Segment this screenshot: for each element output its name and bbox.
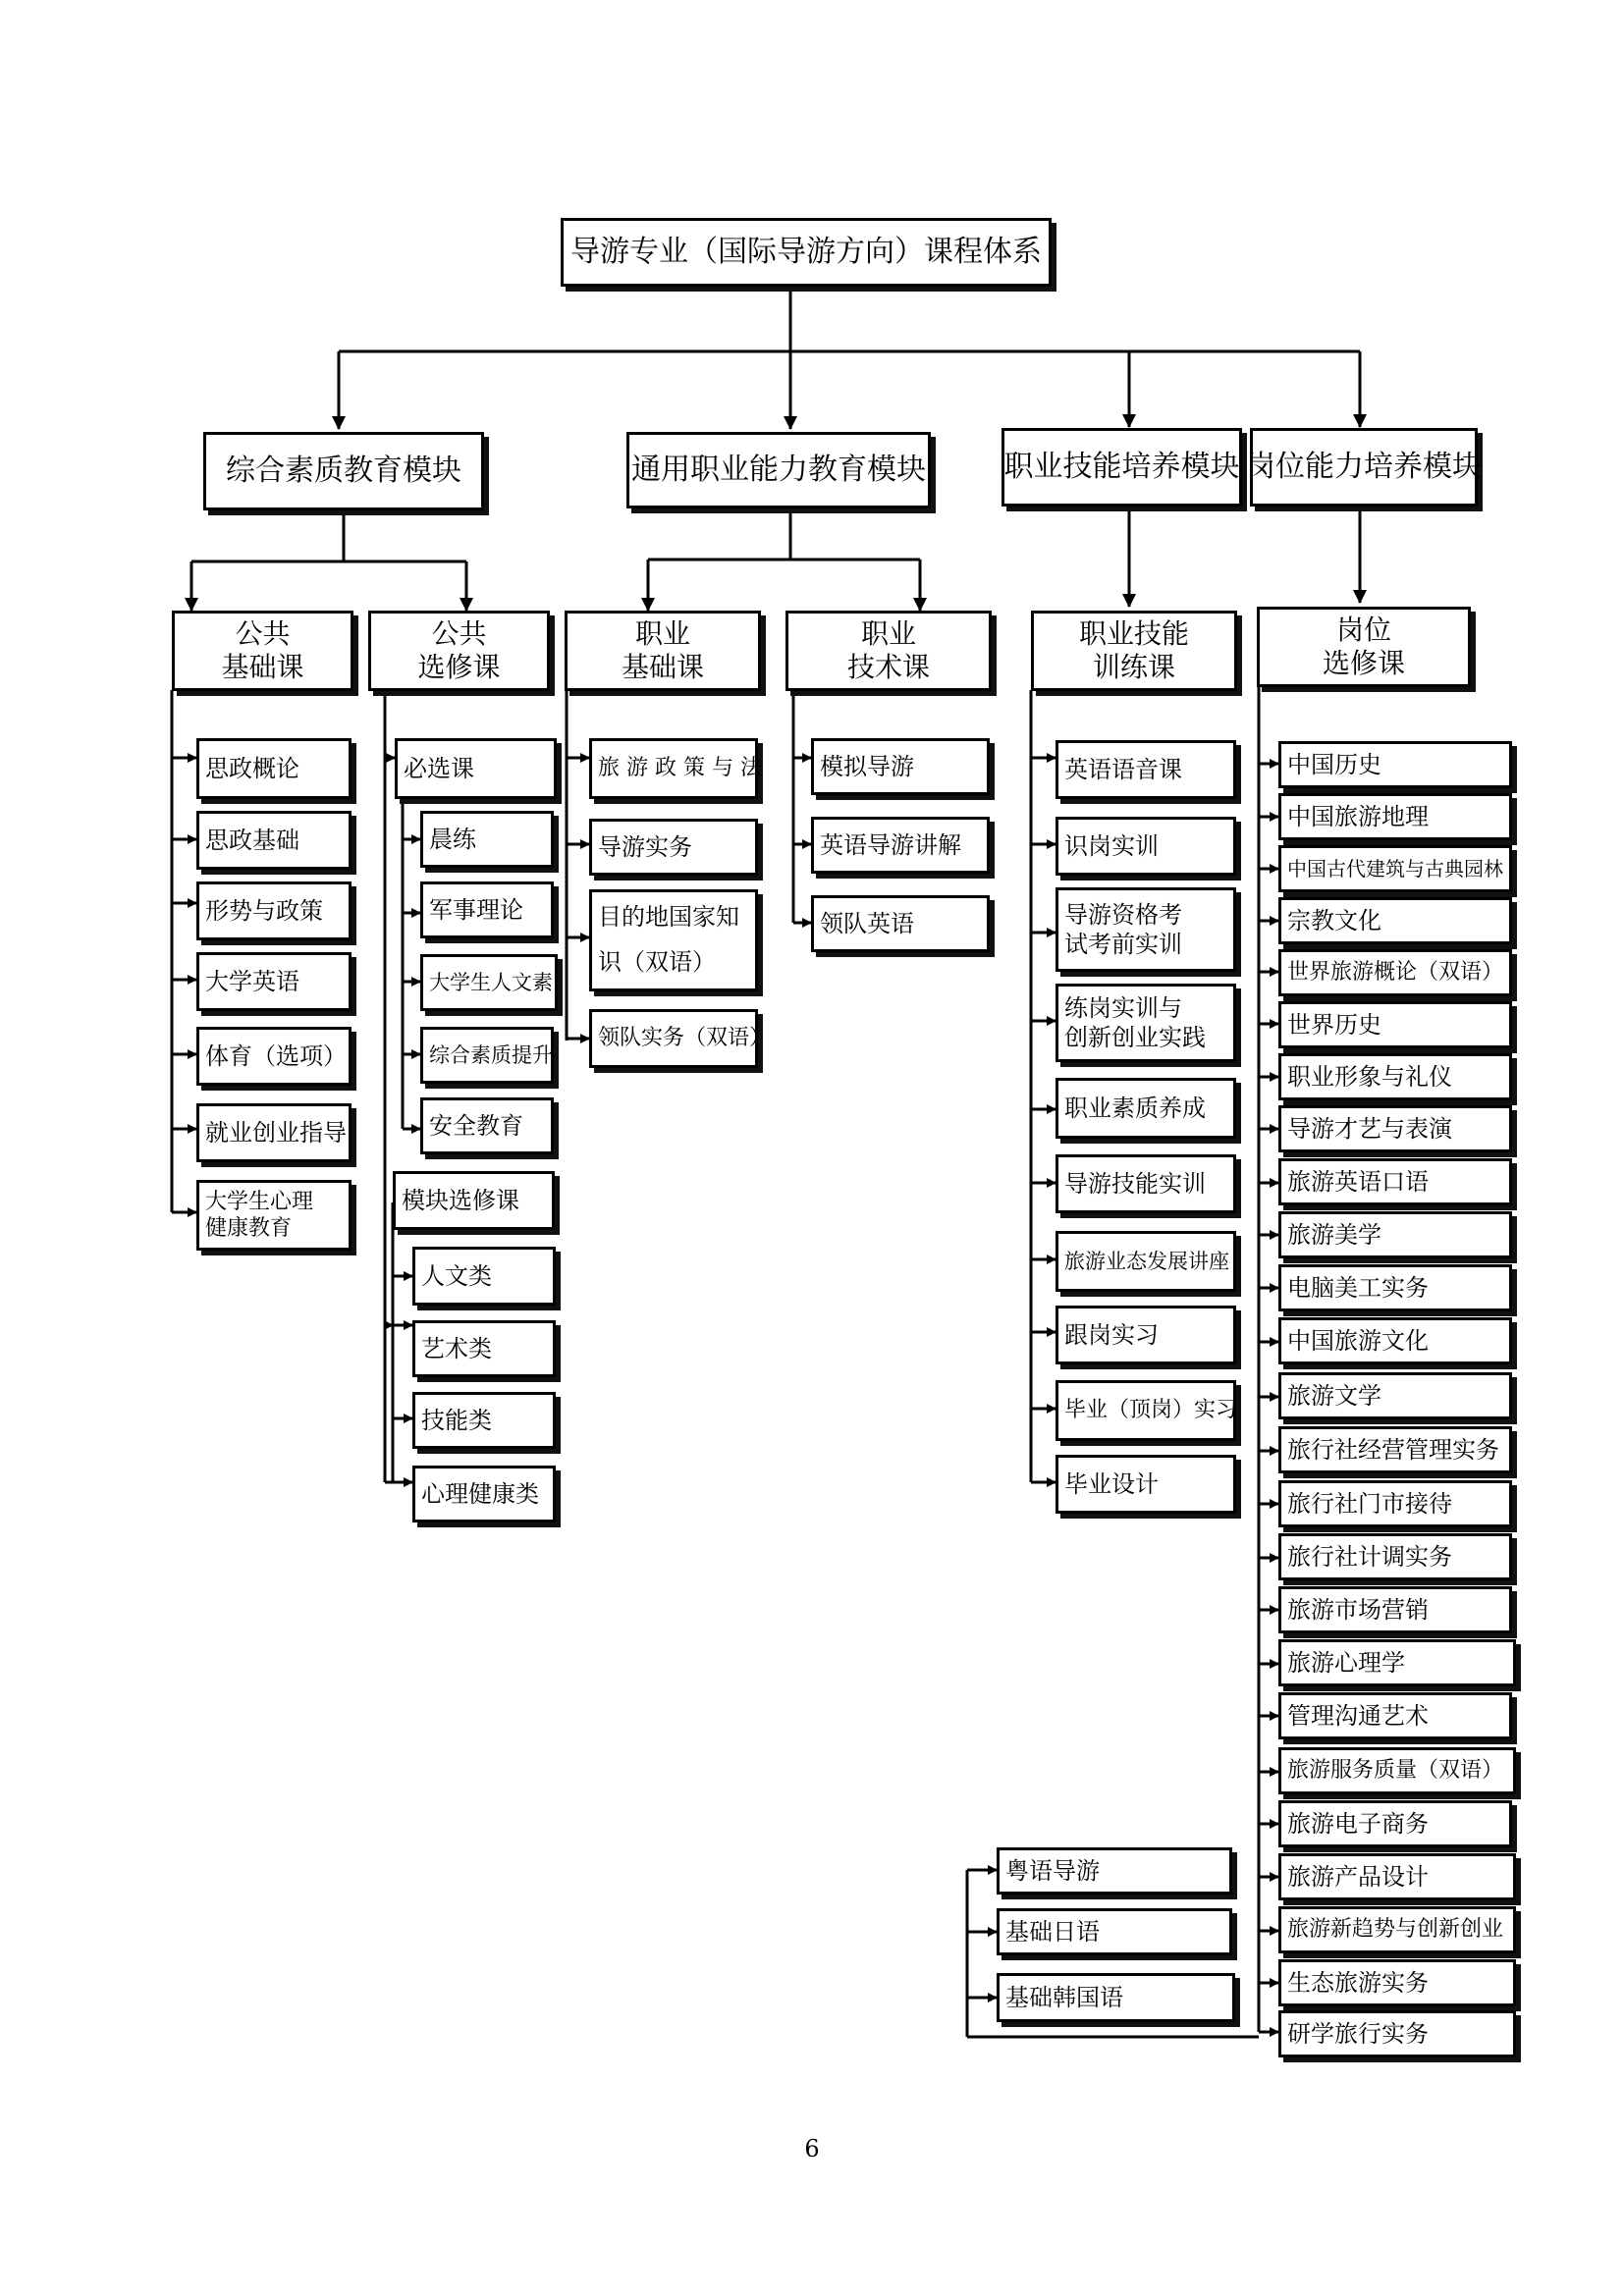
course-box: 思政基础 [196,811,352,870]
course-box: 基础韩国语 [997,1973,1235,2022]
course-box: 旅游英语口语 [1278,1158,1512,1205]
category-public-basic [172,611,353,691]
course-box: 旅游心理学 [1278,1639,1516,1686]
module-skill-training: 职业技能培养模块 [1001,428,1242,507]
category-vocational-tech-line2: 技术课 [846,651,930,683]
course-box: 旅游美学 [1278,1211,1512,1258]
category-skill-training-line1: 职业技能 [1078,617,1189,651]
course-box: 体育（选项） [196,1027,352,1086]
course-box: 中国旅游文化 [1278,1317,1512,1364]
course-box: 职业形象与礼仪 [1278,1053,1512,1100]
course-box: 导游资格考 试考前实训 [1056,887,1236,972]
category-public-elective [368,611,550,691]
category-skill-training-line2: 训练课 [1092,651,1175,683]
page-number: 6 [804,2135,820,2163]
course-box: 练岗实训与 创新创业实践 [1056,984,1236,1062]
category-post-elective [1257,607,1471,687]
course-box: 基础日语 [997,1908,1232,1955]
course-box: 旅游新趋势与创新创业 [1278,1906,1516,1953]
module-elective-label: 模块选修课 [393,1171,555,1230]
course-box: 电脑美工实务 [1278,1264,1512,1311]
course-box: 就业创业指导 [196,1103,352,1162]
course-box: 毕业设计 [1056,1455,1236,1514]
course-box: 旅行社经营管理实务 [1278,1426,1512,1473]
course-box: 形势与政策 [196,881,352,940]
course-box: 中国旅游地理 [1278,793,1512,840]
module-general-quality: 综合素质教育模块 [203,432,484,510]
course-box: 大学生心理 健康教育 [196,1180,352,1251]
course-box: 人文类 [412,1247,556,1306]
course-box: 军事理论 [420,881,554,938]
course-box: 技能类 [412,1392,556,1449]
course-box: 旅行社计调实务 [1278,1533,1512,1580]
course-box: 导游实务 [589,819,758,876]
course-box: 世界历史 [1278,1001,1512,1048]
category-vocational-basic [565,611,761,691]
course-box: 导游技能实训 [1056,1154,1236,1213]
module-vocational-ability: 通用职业能力教育模块 [626,432,931,508]
course-box: 领队英语 [811,895,990,952]
course-box: 世界旅游概论（双语） [1278,949,1512,996]
course-box: 识岗实训 [1056,817,1236,876]
course-box: 旅行社门市接待 [1278,1480,1512,1527]
course-box: 导游才艺与表演 [1278,1105,1512,1152]
course-box: 旅游电子商务 [1278,1800,1512,1847]
course-box: 管理沟通艺术 [1278,1692,1512,1739]
course-box: 安全教育 [420,1097,554,1154]
course-box: 职业素质养成 [1056,1078,1236,1139]
category-post-elective-line1: 岗位 [1335,614,1391,647]
category-public-elective-line2: 选修课 [417,651,501,683]
course-box: 晨练 [420,811,554,868]
course-box: 中国历史 [1278,741,1512,788]
required-course-label: 必选课 [395,738,557,799]
module-post-ability: 岗位能力培养模块 [1250,428,1478,507]
course-box: 宗教文化 [1278,897,1512,944]
course-box: 模拟导游 [811,738,990,795]
course-box: 生态旅游实务 [1278,1959,1516,2006]
course-box: 旅游产品设计 [1278,1853,1516,1900]
course-box: 英语语音课 [1056,740,1236,799]
course-box: 研学旅行实务 [1278,2010,1516,2057]
course-box: 大学生人文素 [420,954,558,1011]
course-box: 中国古代建筑与古典园林 [1278,845,1512,892]
course-box: 跟岗实习 [1056,1306,1236,1364]
category-vocational-basic-line2: 基础课 [621,651,704,683]
category-skill-training [1031,611,1237,691]
category-post-elective-line2: 选修课 [1322,647,1405,679]
course-box: 旅游文学 [1278,1372,1512,1419]
course-box: 领队实务（双语） [589,1009,758,1068]
category-vocational-tech-line1: 职业 [860,617,916,651]
course-box: 大学英语 [196,952,352,1011]
curriculum-title: 导游专业（国际导游方向）课程体系 [561,218,1052,287]
course-box: 粤语导游 [997,1847,1232,1895]
category-public-elective-line1: 公共 [431,617,487,651]
course-box: 毕业（顶岗）实习 [1056,1380,1236,1441]
course-box: 旅游服务质量（双语） [1278,1747,1516,1794]
course-box: 心理健康类 [412,1466,556,1522]
course-box: 目的地国家知 识（双语） [589,889,758,991]
category-public-basic-line2: 基础课 [221,651,304,683]
course-box: 旅 游 政 策 与 法 [589,738,758,799]
course-box: 思政概论 [196,738,352,799]
course-box: 综合素质提升 [420,1027,554,1084]
category-public-basic-line1: 公共 [235,617,291,651]
category-vocational-basic-line1: 职业 [634,617,690,651]
category-vocational-tech [785,611,992,691]
course-box: 英语导游讲解 [811,817,990,874]
course-box: 旅游业态发展讲座 [1056,1231,1236,1292]
course-box: 艺术类 [412,1320,556,1377]
course-box: 旅游市场营销 [1278,1586,1512,1633]
